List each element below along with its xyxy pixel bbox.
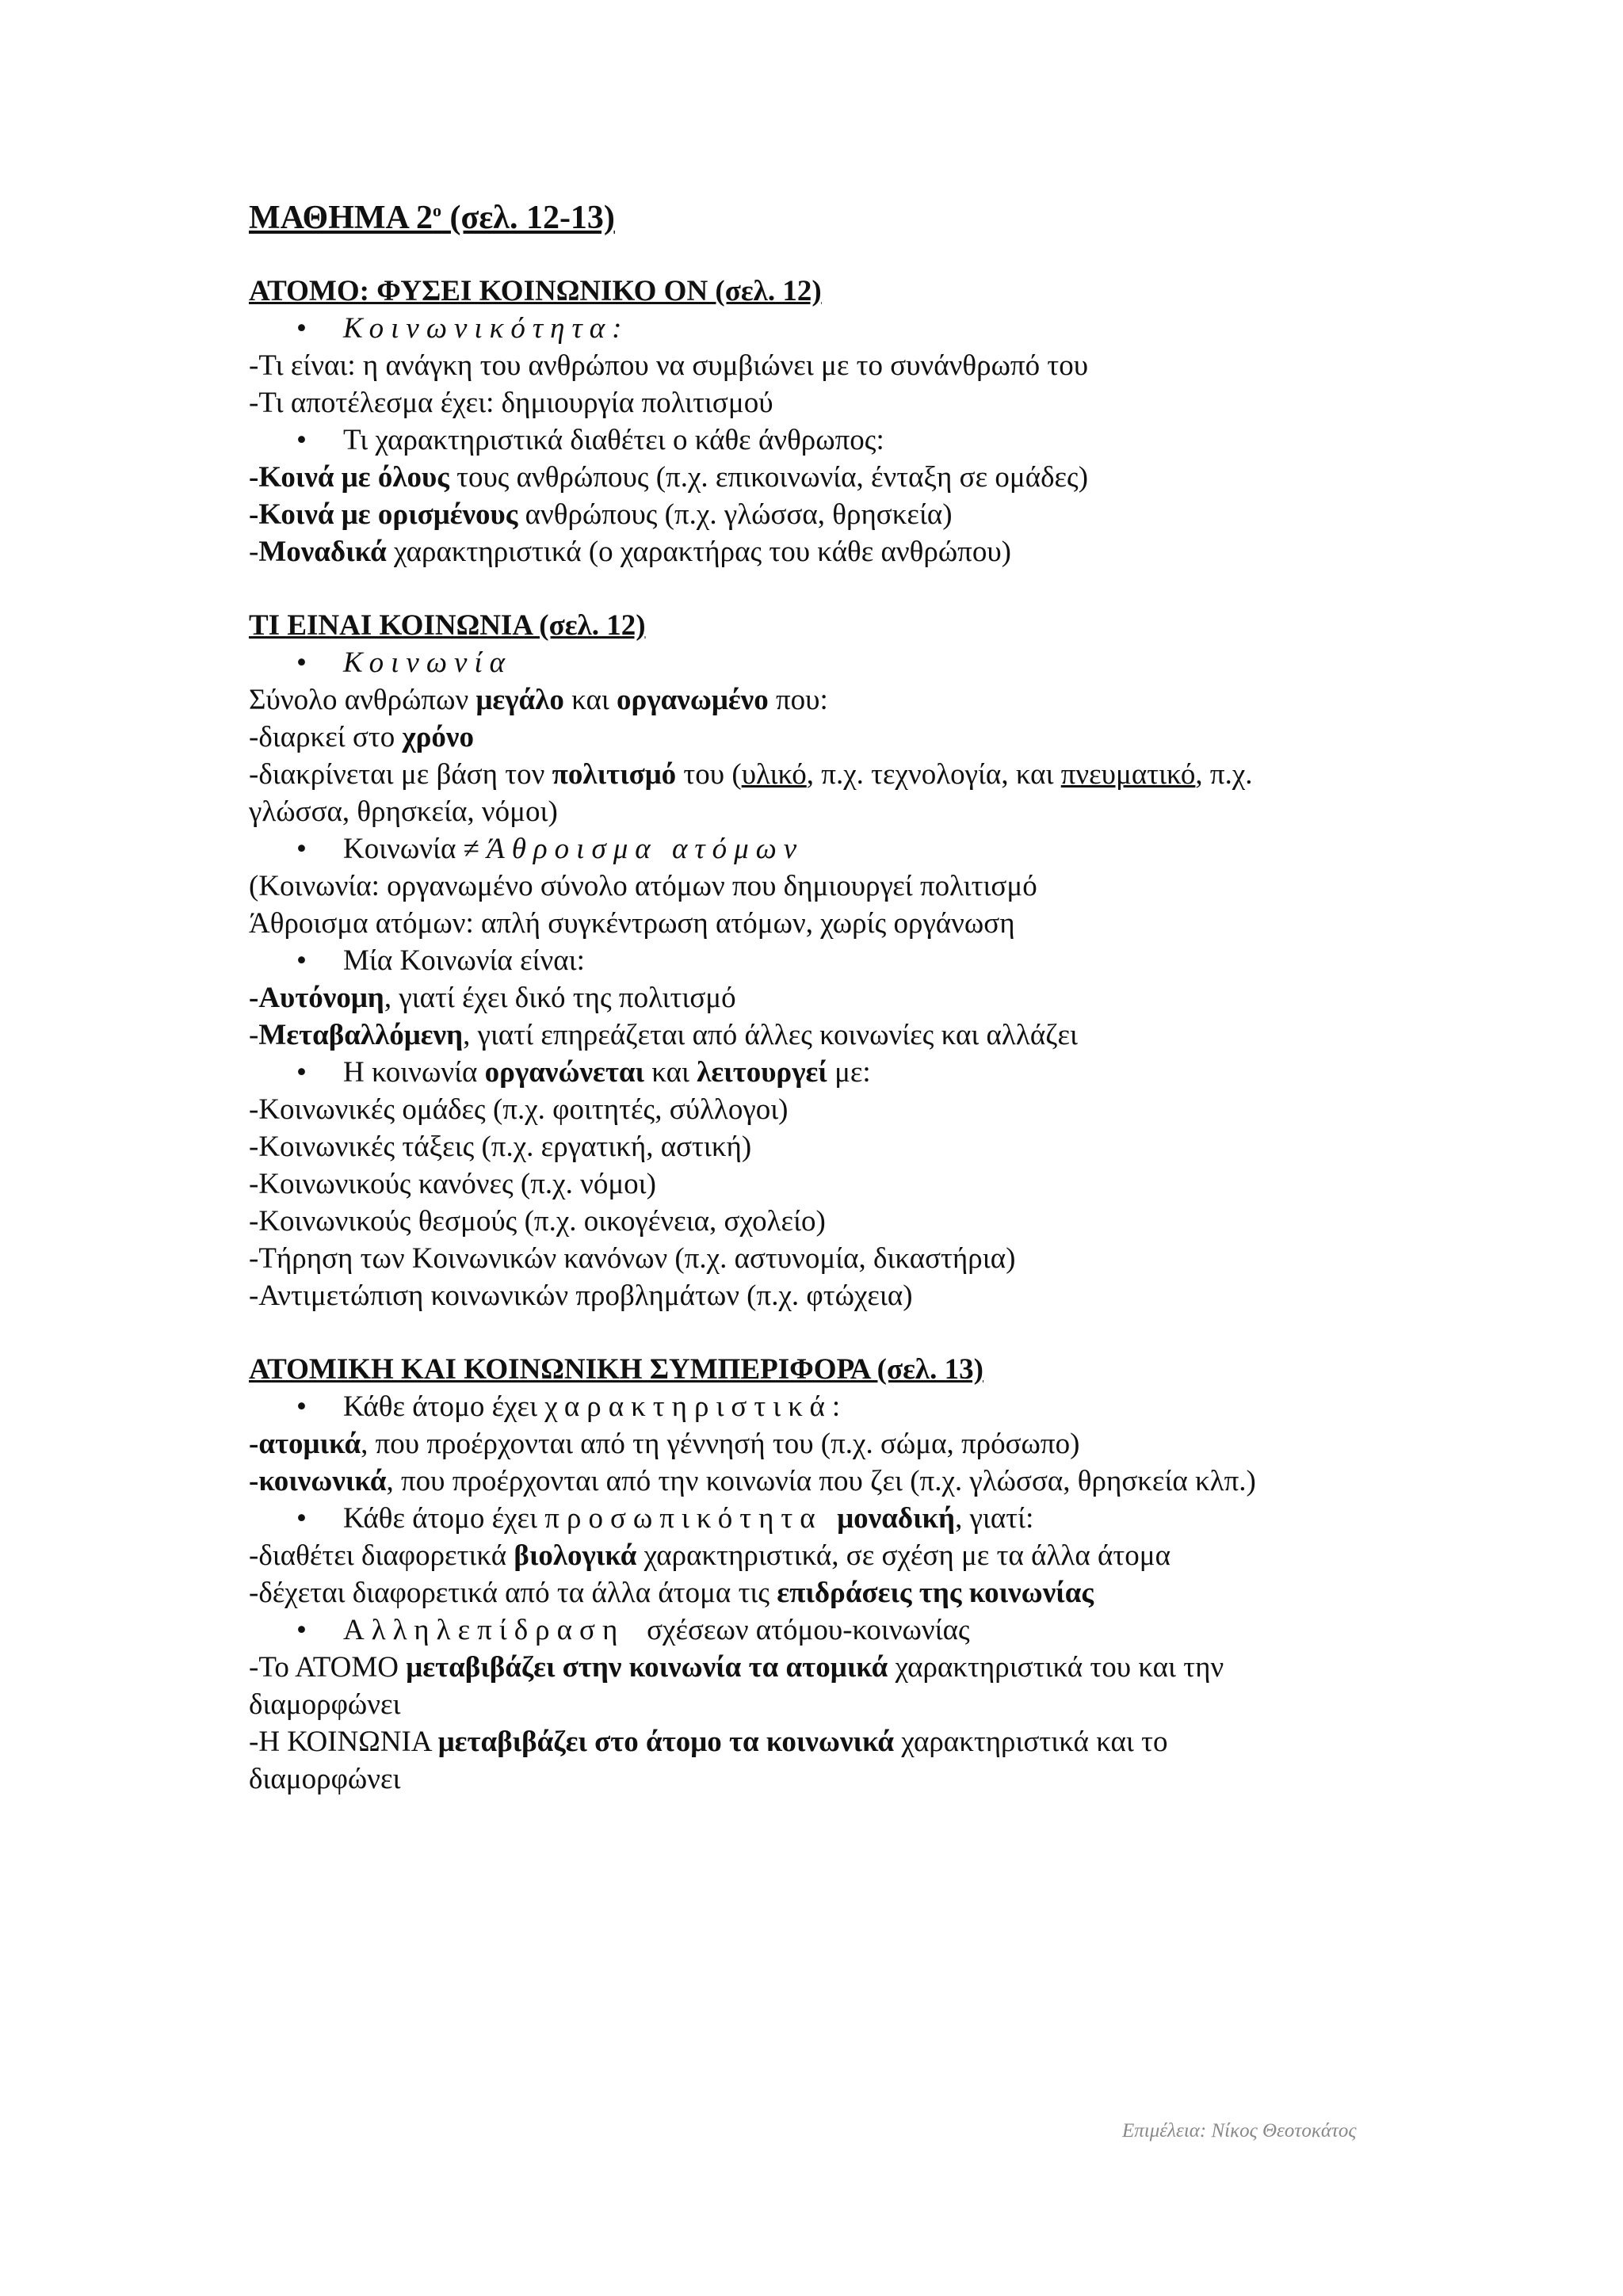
bullet-item: [249, 310, 1406, 347]
bullet-item: • Κάθε άτομο έχει προσωπικότητα μοναδική, γιατί:: [249, 1500, 1406, 1537]
text-line: -κοινωνικά, που προέρχονται από την κοινωνία που ζει (π.χ. γλώσσα, θρησκεία κλπ.): [249, 1465, 1256, 1497]
spaced-term: Άθροισμα ατόμων: [487, 833, 804, 865]
spaced-term: Αλληλεπίδραση: [343, 1614, 625, 1646]
bullet-text: Τι χαρακτηριστικά διαθέτει ο κάθε άνθρωπος:: [343, 424, 884, 456]
text-line: διαμορφώνει: [249, 1763, 401, 1795]
text-line: (Κοινωνία: οργανωμένο σύνολο ατόμων που δημιουργεί πολιτισμό: [249, 870, 1037, 902]
bullet-icon: •: [296, 1502, 307, 1535]
bullet-icon: •: [296, 1390, 307, 1423]
text-line: -Κοινωνικούς θεσμούς (π.χ. οικογένεια, σχολείο): [249, 1205, 826, 1238]
section-heading-atomo: ΑΤΟΜΟ: ΦΥΣΕΙ ΚΟΙΝΩΝΙΚΟ ΟΝ (σελ. 12): [249, 275, 822, 307]
text-line: -διαθέτει διαφορετικά βιολογικά χαρακτηριστικά, σε σχέση με τα άλλα άτομα: [249, 1539, 1170, 1572]
document-page: [249, 198, 1406, 1798]
bullet-item: [249, 421, 1406, 459]
page-title: [249, 198, 1406, 238]
text-line: -Τήρηση των Κοινωνικών κανόνων (π.χ. αστυνομία, δικαστήρια): [249, 1242, 1016, 1275]
text-line: -Κοινωνικές τάξεις (π.χ. εργατική, αστική): [249, 1131, 752, 1163]
bullet-item: • Μία Κοινωνία είναι:: [249, 942, 1406, 979]
spaced-term: χαρακτηριστικά:: [544, 1390, 848, 1423]
spaced-term: Κοινωνία: [343, 646, 513, 679]
spaced-term: Κοινωνικότητα:: [343, 312, 629, 345]
text-line: -Μοναδικά χαρακτηριστικά (ο χαρακτήρας του κάθε ανθρώπου): [249, 536, 1011, 568]
text-line: -Αυτόνομη, γιατί έχει δικό της πολιτισμό: [249, 982, 736, 1014]
text-line: -Κοινά με ορισμένους ανθρώπους (π.χ. γλώσσα, θρησκεία): [249, 498, 953, 531]
title-pages: (σελ. 12-13): [441, 200, 615, 236]
bullet-icon: •: [296, 424, 307, 456]
footer-credit: Επιμέλεια: Νίκος Θεοτοκάτος: [1122, 2120, 1357, 2142]
section-heading-symperifora: ΑΤΟΜΙΚΗ ΚΑΙ ΚΟΙΝΩΝΙΚΗ ΣΥΜΠΕΡΙΦΟΡΑ (σελ. 13): [249, 1353, 983, 1386]
text-line: -Αντιμετώπιση κοινωνικών προβλημάτων (π.χ. φτώχεια): [249, 1280, 913, 1312]
title-superscript: ο: [433, 200, 442, 220]
text-line: Σύνολο ανθρώπων μεγάλο και οργανωμένο που:: [249, 684, 828, 716]
text-line: -Τι αποτέλεσμα έχει: δημιουργία πολιτισμού: [249, 387, 773, 419]
bullet-icon: •: [296, 1056, 307, 1089]
bullet-icon: •: [296, 312, 307, 345]
bullet-item: • Κοινωνία ≠ Άθροισμα ατόμων: [249, 830, 1406, 868]
text-line: -διακρίνεται με βάση τον πολιτισμό του (υλικό, π.χ. τεχνολογία, και πνευματικό, π.χ.: [249, 758, 1253, 791]
bold-term: Κοινά με όλους: [258, 461, 449, 494]
bullet-item: • Αλληλεπίδραση σχέσεων ατόμου-κοινωνίας: [249, 1611, 1406, 1649]
bullet-item: [249, 644, 1406, 681]
bullet-icon: •: [296, 944, 307, 977]
bullet-icon: •: [296, 833, 307, 865]
text-line: -Κοινωνικές ομάδες (π.χ. φοιτητές, σύλλογοι): [249, 1093, 789, 1126]
text-line: -Το ΑΤΟΜΟ μεταβιβάζει στην κοινωνία τα ατομικά χαρακτηριστικά του και την: [249, 1651, 1224, 1684]
text-line: Άθροισμα ατόμων: απλή συγκέντρωση ατόμων, χωρίς οργάνωση: [249, 907, 1015, 940]
bold-term: Κοινά με ορισμένους: [258, 498, 518, 531]
bullet-icon: •: [296, 646, 307, 679]
text-line: -Τι είναι: η ανάγκη του ανθρώπου να συμβιώνει με το συνάνθρωπό του: [249, 349, 1089, 382]
text-line: διαμορφώνει: [249, 1688, 401, 1721]
text-line: -διαρκεί στο χρόνο: [249, 721, 474, 753]
text-line: -δέχεται διαφορετικά από τα άλλα άτομα τις επιδράσεις της κοινωνίας: [249, 1577, 1094, 1609]
text-line: -Μεταβαλλόμενη, γιατί επηρεάζεται από άλλες κοινωνίες και αλλάζει: [249, 1019, 1079, 1051]
bullet-item: • Η κοινωνία οργανώνεται και λειτουργεί με:: [249, 1054, 1406, 1091]
bold-term: Μοναδικά: [258, 536, 387, 568]
text-line: -ατομικά, που προέρχονται από τη γέννησή του (π.χ. σώμα, πρόσωπο): [249, 1428, 1080, 1460]
text-line: γλώσσα, θρησκεία, νόμοι): [249, 795, 558, 828]
bullet-item: • Κάθε άτομο έχει χαρακτηριστικά:: [249, 1388, 1406, 1425]
text-line: -Κοινά με όλους τους ανθρώπους (π.χ. επικοινωνία, ένταξη σε ομάδες): [249, 461, 1089, 494]
text-line: -Κοινωνικούς κανόνες (π.χ. νόμοι): [249, 1168, 656, 1200]
title-text: ΜΑΘΗΜΑ 2: [249, 200, 433, 236]
text-line: -Η ΚΟΙΝΩΝΙΑ μεταβιβάζει στο άτομο τα κοινωνικά χαρακτηριστικά και το: [249, 1726, 1168, 1758]
bullet-icon: •: [296, 1614, 307, 1646]
section-heading-koinonia: ΤΙ ΕΙΝΑΙ ΚΟΙΝΩΝΙΑ (σελ. 12): [249, 609, 646, 642]
spaced-term: προσωπικότητα: [544, 1502, 823, 1535]
